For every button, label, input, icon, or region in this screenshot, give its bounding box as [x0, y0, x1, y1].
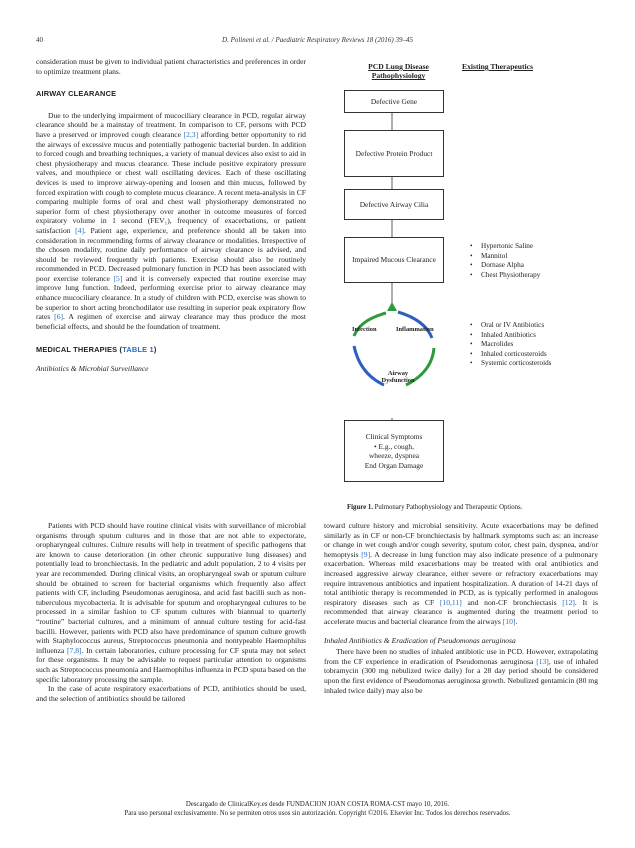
- lower-left-column: [36, 521, 306, 703]
- citation-link[interactable]: [6]: [54, 312, 64, 322]
- symptoms-title: Clinical Symptoms: [365, 432, 423, 441]
- citation-link[interactable]: [5]: [113, 273, 123, 283]
- therapy-item: • Oral or IV Antibiotics: [470, 321, 551, 331]
- surveillance-text-1: Patients with PCD should have routine clinical visits with surveillance of microbial organisms through sputum cultures and in those that are not able to expectorate, oropharyngeal cultures. Culture results will help in treatment of specific pathogens that are known to cause deterioration (in other chronic suppurative lung diseases) and potentially lead to bronchiectasis. In the pediatric and adult population, 2 to 4 visits per year are recommended. During clinical visits, an oropharyngeal swab or sputum culture should be obtained to screen for bacterial organisms which frequently also affect patients with CF, including Pseudomonas aeruginosa, and acid fast bacilli such as non-tuberculous mycobacteria. It is advisable for sputum and oropharyngeal cultures to be processed in a similar fashion to CF sputum cultures with biannual to quarterly “routine” bacterial cultures, and a minimum of annual culture testing for acid-fast bacilli. However, patients with PCD also have predominance of sputum culture growth with Staphylococcus aureus, Streptococcus pneumonia and nontypeable Haemophilus influenza: [36, 521, 306, 655]
- therapy-item: • Dornase Alpha: [470, 261, 540, 271]
- medical-heading-close: ): [153, 345, 157, 355]
- bullet-icon: •: [374, 441, 379, 451]
- figure-col1-title: PCD Lung Disease Pathophysiology: [368, 62, 429, 81]
- therapy-item: • Chest Physiotherapy: [470, 271, 540, 281]
- therapy-item: • Systemic corticosteroids: [470, 359, 551, 369]
- medical-heading: [36, 345, 306, 355]
- citation-link[interactable]: [10]: [502, 616, 516, 626]
- running-title: D. Polineni et al. / Paediatric Respiratory Reviews 18 (2016) 39–45: [222, 36, 413, 44]
- symptoms-end: End Organ Damage: [364, 460, 424, 470]
- airway-text-4: and it is conversely expected that routine exercise may improve lung function. Indeed, performing exercise prior to airway clearance may enhance mucociliary clearance. In a study of children with PCD, exercise was shown to be superior to short acting bronchodilator use resulting in superior peak expiratory flow rates: [36, 273, 307, 322]
- page-number: 40: [36, 36, 43, 44]
- symptoms-example: [363, 442, 425, 461]
- inhaled-subheading: Inhaled Antibiotics & Eradication of Pseudomonas aeruginosa: [324, 635, 516, 645]
- citation-link[interactable]: [4]: [75, 225, 85, 235]
- citation-link[interactable]: [13]: [536, 656, 549, 666]
- caption-text: Pulmonary Pathophysiology and Therapeutic Options.: [374, 504, 523, 511]
- culture-text-5: .: [515, 616, 518, 626]
- citation-link[interactable]: [10,11]: [439, 597, 462, 607]
- citation-link[interactable]: [7,8]: [67, 645, 82, 655]
- medical-heading-text: MEDICAL THERAPIES (: [36, 345, 123, 355]
- footer-line-2: Para uso personal exclusivamente. No se permiten otros usos sin autorización. Copyright ©2016. Elsevier Inc. Todos los derechos reservados.: [124, 810, 511, 817]
- airway-text-2: affording better opportunity to rid the airways of excessive mucus and potentially pathogenic bacterial burden. In addition to forced cough and breathing techniques, a variety of manual devices also exist to aid in chest physiotherapy and mucus clearance. These include positive expiratory pressure valves, and mouthpiece or chest wall oscillating devices. Each of these oscillating devices is used to improve airway-opening and loosen and thin mucus, followed by forced expiration with cough to complete mucus clearance. A recent meta-analysis in CF comparing multiple forms of oral and chest wall physiotherapy demonstrated no superior form of chest physiotherapy over another in outcome measures of forced expiratory volume in 1 second (FEV₁), frequency of exacerbations, or patient satisfaction: [36, 129, 306, 235]
- therapy-list-mucus: [470, 242, 540, 280]
- culture-paragraph: [324, 521, 598, 627]
- table-link[interactable]: TABLE 1: [122, 345, 154, 355]
- therapy-item: • Inhaled corticosteroids: [470, 350, 551, 360]
- box-defective-cilia: Defective Airway Cilia: [344, 189, 444, 220]
- figure-caption: [347, 504, 522, 511]
- cycle-label-inflammation: Inflammation: [396, 326, 434, 333]
- box-defective-gene: Defective Gene: [344, 90, 444, 113]
- culture-text-3: and non-CF bronchiectasis: [467, 597, 557, 607]
- symptoms-example-text: E.g., cough, wheeze, dyspnea: [368, 441, 420, 460]
- airway-text-1: Due to the underlying impairment of mucociliary clearance in PCD, regular airway clearance should be a mainstay of treatment. In comparison to CF, persons with PCD have a preserved or improved cough clearance: [36, 110, 306, 139]
- therapy-item: • Inhaled Antibiotics: [470, 331, 551, 341]
- cycle-arrow-right: [398, 312, 432, 338]
- inhaled-text-1: There have been no studies of inhaled antibiotic use in PCD. However, extrapolating from the CF experience in eradication of Pseudomonas aeruginosa: [324, 647, 598, 666]
- citation-link[interactable]: [12]: [562, 597, 575, 607]
- therapy-item: • Hypertonic Saline: [470, 242, 540, 252]
- left-column: [36, 57, 306, 374]
- box-clinical-symptoms: [344, 420, 444, 482]
- culture-text-4: . It is recommended that airway clearance is augmented during the treatment period to accelerate mucus and bacterial clearance from the airways: [324, 597, 598, 626]
- figure-col2-title: Existing Therapeutics: [462, 62, 533, 71]
- culture-text-1: toward culture history and microbial sensitivity. Acute exacerbations may be defined similarly as in CF or non-CF bronchiectasis by hallmark symptoms such as: an increase or change in wet cough and/or cough severity, sputum color, chest pain, dyspnea, and/or hemoptysis: [324, 521, 598, 559]
- exacerbation-paragraph: In the case of acute respiratory exacerbations of PCD, antibiotics should be used, and the selection of antibiotics should be tailored: [36, 684, 306, 703]
- inhaled-text-2: , use of inhaled tobramycin (300 mg nebulized twice daily) for a 28 day period should be considered upon the first evidence of Pseudomonas aeruginosa growth. Nebulized gentamicin (80 mg inhaled twice daily) may also be: [324, 656, 598, 695]
- therapy-list-infection: [470, 321, 551, 369]
- citation-link[interactable]: [9]: [361, 549, 371, 559]
- box-defective-protein: Defective Protein Product: [344, 130, 444, 177]
- box-impaired-clearance: Impaired Mucous Clearance: [344, 237, 444, 283]
- airway-paragraph: [36, 111, 306, 332]
- airway-text-3: . Patient age, experience, and preference should all be taken into consideration in recommending forms of airway clearance or modalities. Irrespective of the chosen modality, routine daily performance of airway clearance is advised, and should be reviewed frequently with patients. Exercise should also be routinely recommended in PCD. Decreased pulmonary function in PCD has been associated with poor exercise tolerance: [36, 225, 306, 283]
- footer-line-1: Descargado de ClinicalKey.es desde FUNDACION JOAN COSTA ROMA-CST mayo 10, 2016.: [185, 801, 450, 808]
- citation-link[interactable]: [2,3]: [183, 129, 199, 139]
- lower-right-column: [324, 521, 598, 695]
- therapy-item: • Macrolides: [470, 340, 551, 350]
- inhaled-paragraph: [324, 647, 598, 695]
- surveillance-paragraph: [36, 521, 306, 684]
- cycle-label-airway: Airway Dysfunction: [381, 370, 415, 384]
- caption-label: Figure 1.: [347, 504, 373, 511]
- cycle-label-infection: Infection: [352, 326, 377, 333]
- airway-text-5: . A regimen of exercise and airway clearance may thus produce the most beneficial effects, and should be the foundation of treatment.: [36, 312, 307, 331]
- surveillance-text-2: . In certain laboratories, culture processing for CF sputa may not select for these organisms. It may be advisable to request particular attention to organisms such as Streptococcus pneumonia and Haemophilus influenza in PCD sputa based on the specific laboratory processing the sample.: [36, 645, 306, 684]
- antibiotics-subheading: Antibiotics & Microbial Surveillance: [36, 364, 149, 374]
- culture-text-2: . A decrease in lung function may also indicate presence of a pulmonary exacerbation. Whereas mild exacerbations may be treated with oral antibiotics and increased aggressive airway clearance, either severe or refractory exacerbations may require intravenous antibiotics and inpatient hospitalization. A duration of 14-21 days of total antibiotic therapy is recommended in PCD, as is typically performed in analogous respiratory diseases such as CF: [324, 549, 598, 607]
- arrowhead-icon: [387, 302, 397, 311]
- therapy-item: • Mannitol: [470, 252, 540, 262]
- intro-paragraph: consideration must be given to individual patient characteristics and preferences in order to optimize treatment plans.: [36, 57, 306, 76]
- airway-heading: AIRWAY CLEARANCE: [36, 89, 117, 99]
